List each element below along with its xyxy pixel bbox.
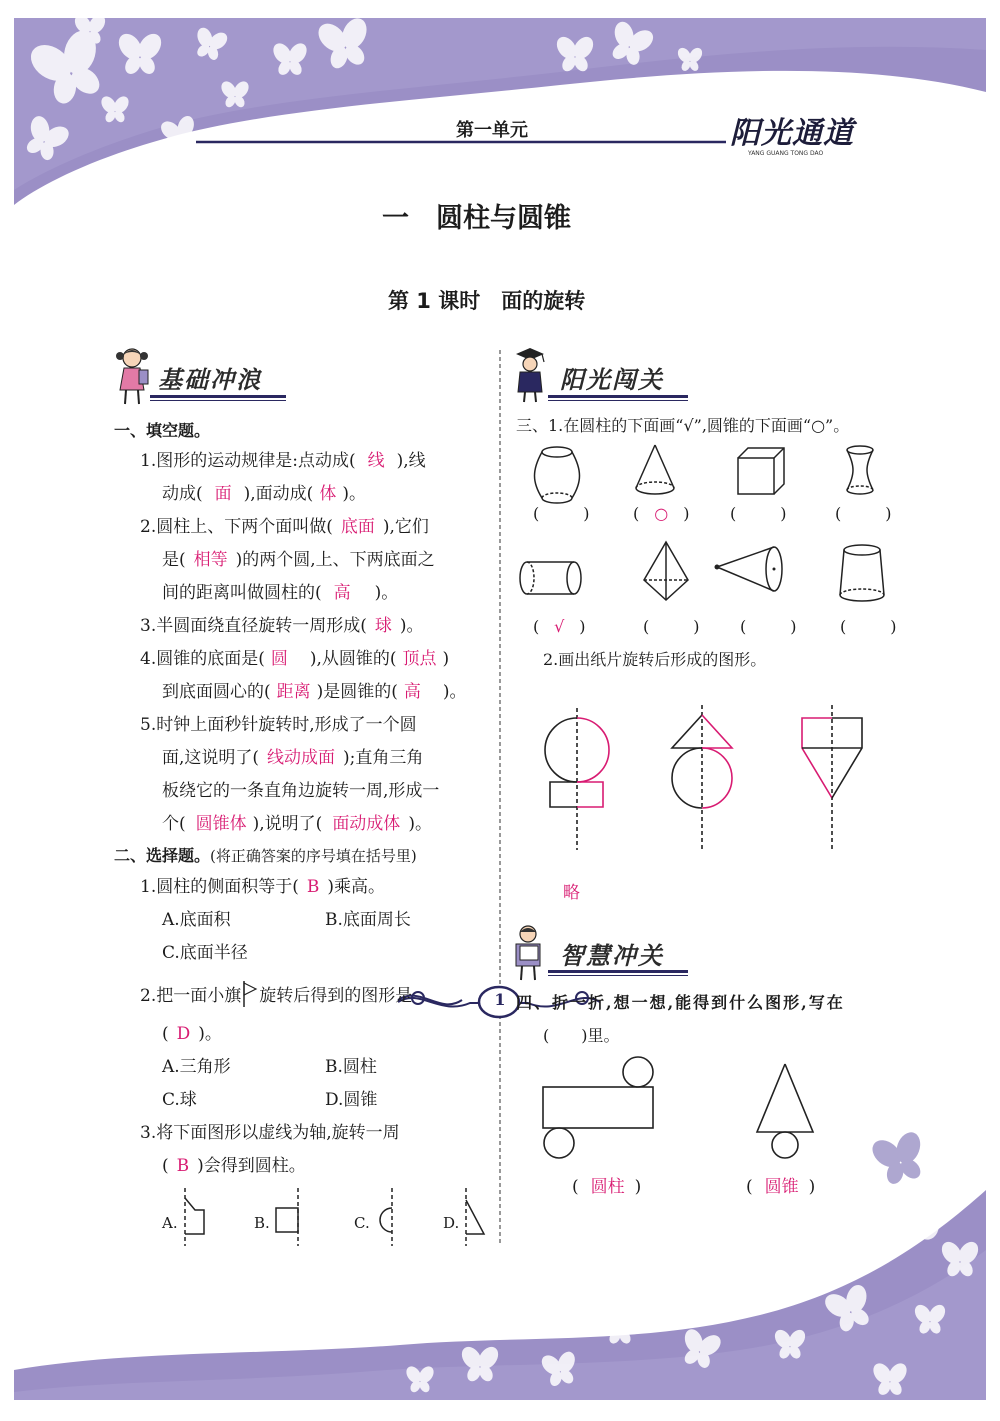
- part3-rotation-figures: [530, 700, 880, 865]
- part3-q1: 三、1.在圆柱的下面画“√”,圆锥的下面画“○”。: [516, 416, 850, 435]
- choice-q2-answer-line: [162, 1018, 222, 1051]
- choice-heading-row: [114, 843, 417, 866]
- fill-q5-line4: [162, 808, 432, 841]
- fill-q1-answer-1: 线: [367, 451, 385, 471]
- fill-heading: 一、填空题。: [114, 421, 211, 440]
- fill-q3-line1: [140, 610, 424, 643]
- part3-paren-6: ( ): [643, 617, 700, 636]
- fill-q5-answer-3: 面动成体: [332, 814, 401, 834]
- fill-q5-text-4: ),说明了(: [252, 814, 323, 834]
- choice-q2-option-a: A.三角形: [162, 1057, 231, 1077]
- part4-question: 四、折一折,想一想,能得到什么图形,写在: [516, 993, 845, 1012]
- fill-q4-answer-1: 圆: [270, 649, 288, 669]
- choice-q3-option-c-label: C.: [354, 1214, 370, 1232]
- choice-heading: 二、选择题。: [114, 846, 211, 865]
- part4-question-2: ( )里。: [543, 1026, 620, 1045]
- part3-q2: 2.画出纸片旋转后形成的图形。: [543, 650, 767, 669]
- fill-q4-answer-2: 顶点: [402, 649, 437, 669]
- fill-q1-text-1: 1.图形的运动规律是:点动成(: [140, 451, 356, 471]
- fill-q4-answer-4: 高: [403, 682, 421, 702]
- choice-q1-option-c: C.底面半径: [162, 943, 248, 963]
- part3-note: 略: [563, 883, 580, 903]
- part3-paren-7: ( ): [740, 617, 797, 636]
- part4-paren-1: ( 圆柱 ): [572, 1177, 642, 1197]
- section-basic-underline: [150, 395, 286, 398]
- part3-paren-3: ( ): [730, 504, 787, 523]
- part4-paren-2: ( 圆锥 ): [746, 1177, 816, 1197]
- fill-q1-text-4: ),面动成(: [243, 484, 314, 504]
- brand-logo: [730, 108, 854, 157]
- fill-q4-text-4: 到底面圆心的(: [162, 682, 271, 702]
- choice-q2-option-d: D.圆锥: [325, 1090, 378, 1110]
- part3-paren-5: ( √ ): [533, 617, 586, 636]
- fill-q2-text-1: 2.圆柱上、下两个面叫做(: [140, 517, 333, 537]
- choice-q2-option-c: C.球: [162, 1090, 197, 1110]
- fill-q1-text-2: ),线: [396, 451, 426, 471]
- fill-q3-text-2: )。: [399, 616, 424, 636]
- fill-q5-answer-2: 圆锥体: [195, 814, 247, 834]
- part3-paren-8: ( ): [840, 617, 897, 636]
- fill-q5-answer-1: 线动成面: [267, 748, 336, 768]
- fill-q4-answer-3: 距离: [276, 682, 311, 702]
- choice-q1-text-1: 1.圆柱的侧面积等于(: [140, 877, 299, 897]
- fill-q3-text-1: 3.半圆面绕直径旋转一周形成(: [140, 616, 367, 636]
- fill-q5-text-3: 个(: [162, 814, 186, 834]
- fill-q1-text-5: )。: [342, 484, 366, 504]
- section-basic-underline-2: [150, 400, 286, 401]
- choice-q2-text-2: 旋转后得到的图形是: [259, 986, 413, 1006]
- graduate-mascot-icon: [512, 346, 548, 404]
- choice-q3-stem: 3.将下面图形以虚线为轴,旋转一周: [140, 1123, 400, 1143]
- fill-q1-line2: [162, 478, 366, 511]
- unit-title: 第一单元: [456, 120, 528, 141]
- fill-q1-answer-3: 体: [319, 484, 337, 504]
- choice-heading-note: (将正确答案的序号填在括号里): [210, 847, 417, 865]
- lesson-title: 第 1 课时 面的旋转: [388, 289, 586, 313]
- part4-answer-2: 圆锥: [764, 1177, 799, 1197]
- part4-figures: [535, 1050, 835, 1165]
- part3-paren-4: ( ): [835, 504, 892, 523]
- section-sun-underline-2: [548, 400, 688, 401]
- fill-q2-text-5: 间的距离叫做圆柱的(: [162, 583, 322, 603]
- fill-q2-text-2: ),它们: [382, 517, 429, 537]
- fill-q1-line1: [140, 445, 426, 478]
- choice-q2-text-1: 2.把一面小旗: [140, 986, 242, 1006]
- choice-q3-figures: [160, 1186, 490, 1248]
- fill-q4-line2: [162, 676, 467, 709]
- part3-shapes: [512, 440, 897, 640]
- section-sun-label: 阳光闯关: [560, 366, 664, 394]
- fill-q2-answer-2: 相等: [193, 550, 228, 570]
- fill-q2-text-6: )。: [374, 583, 399, 603]
- choice-q2-option-b: B.圆柱: [325, 1057, 377, 1077]
- fill-q2-answer-1: 底面: [340, 517, 375, 537]
- choice-q3-option-a-label: A.: [162, 1214, 178, 1232]
- fill-q5-text-1: 面,这说明了(: [162, 748, 260, 768]
- fill-q5-text-2: );直角三角: [343, 748, 424, 768]
- section-wisdom-label: 智慧冲关: [560, 942, 664, 970]
- fill-q5-text-5: )。: [408, 814, 432, 834]
- part3-answer-r2-1: √: [554, 617, 565, 636]
- fill-q2-answer-3: 高: [333, 583, 351, 603]
- fill-q1-answer-2: 面: [214, 484, 232, 504]
- girl-mascot-icon: [112, 346, 152, 408]
- part3-paren-1: ( ): [533, 504, 590, 523]
- choice-q1-option-b: B.底面周长: [325, 910, 411, 930]
- choice-q2-stem: [140, 979, 412, 1013]
- fill-q4-text-6: )。: [442, 682, 467, 702]
- choice-q1-text-2: )乘高。: [327, 877, 385, 897]
- chapter-title: 一 圆柱与圆锥: [382, 203, 571, 234]
- choice-q1-option-a: A.底面积: [162, 910, 231, 930]
- part4-answer-1: 圆柱: [590, 1177, 625, 1197]
- choice-q3-answer: B: [176, 1156, 190, 1176]
- fill-q2-line3: [162, 577, 398, 610]
- part3-answer-r1-2: ○: [654, 504, 669, 523]
- brand-logo-subtext: YANG GUANG TONG DAO: [748, 150, 824, 157]
- fill-q2-text-4: )的两个圆,上、下两底面之: [235, 550, 435, 570]
- section-wisdom-underline-2: [548, 975, 688, 976]
- fill-q4-text-2: ),从圆锥的(: [309, 649, 397, 669]
- fill-q2-line1: [140, 511, 429, 544]
- brand-logo-text: 阳光通道: [730, 116, 854, 151]
- fill-q2-text-3: 是(: [162, 550, 186, 570]
- section-basic-label: 基础冲浪: [158, 366, 262, 394]
- fill-q4-text-5: )是圆锥的(: [316, 682, 398, 702]
- fill-q5-line3: 板绕它的一条直角边旋转一周,形成一: [162, 781, 440, 801]
- fill-q1-text-3: 动成(: [162, 484, 203, 504]
- fill-q5-line2: [162, 742, 423, 775]
- fill-q4-text-1: 4.圆锥的底面是(: [140, 649, 265, 669]
- fill-q5-line1: 5.时钟上面秒针旋转时,形成了一个圆: [140, 715, 417, 735]
- choice-q3-text-2: )会得到圆柱。: [197, 1156, 306, 1176]
- choice-q2-text-4: )。: [198, 1024, 222, 1044]
- section-wisdom-underline: [548, 970, 688, 973]
- choice-q3-text-1: (: [162, 1156, 169, 1176]
- flag-icon: [241, 979, 259, 1009]
- choice-q3-option-d-label: D.: [443, 1214, 460, 1232]
- fill-q3-answer-1: 球: [374, 616, 392, 636]
- section-sun-underline: [548, 395, 688, 398]
- part3-paren-2: ( ○ ): [633, 504, 690, 523]
- choice-q1-answer: B: [306, 877, 320, 897]
- fill-q4-text-3: ): [442, 649, 450, 669]
- fill-q2-line2: [162, 544, 435, 577]
- choice-q3-option-b-label: B.: [254, 1214, 270, 1232]
- choice-q2-text-3: (: [162, 1024, 169, 1044]
- reader-mascot-icon: [510, 924, 548, 982]
- choice-q2-answer: D: [176, 1024, 191, 1044]
- choice-q1-stem: [140, 871, 385, 904]
- page-number: 1: [494, 990, 506, 1009]
- choice-q3-answer-line: [162, 1150, 306, 1183]
- fill-q4-line1: [140, 643, 449, 676]
